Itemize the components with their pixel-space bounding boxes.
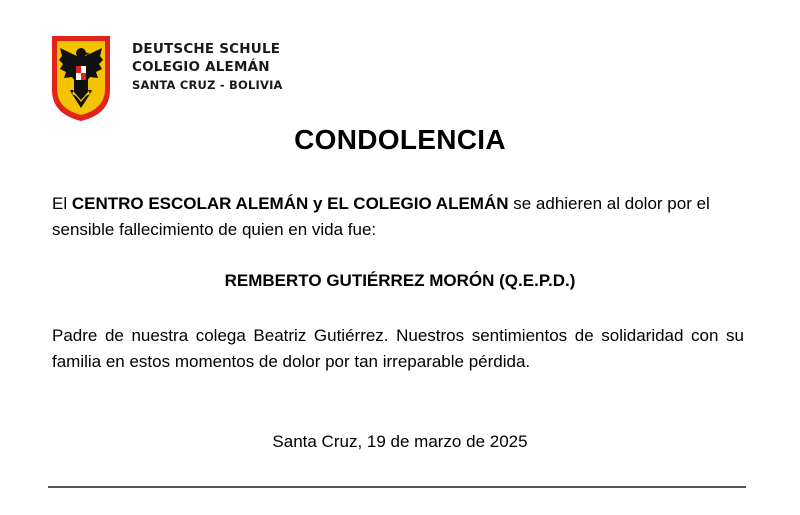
paragraph-lead: El xyxy=(52,194,72,213)
school-name-line1: DEUTSCHE SCHULE xyxy=(132,41,281,57)
school-name-line2: COLEGIO ALEMÁN xyxy=(132,59,270,75)
deceased-name: REMBERTO GUTIÉRREZ MORÓN (Q.E.P.D.) xyxy=(224,271,576,290)
school-name xyxy=(132,40,283,94)
announcement-paragraph xyxy=(52,191,744,243)
condolence-paragraph: Padre de nuestra colega Beatriz Gutiérrez. Nuestros sentimientos de solidaridad con su familia en estos momentos de dolor por tan irreparable pérdida. xyxy=(52,326,744,371)
document-title: CONDOLENCIA xyxy=(294,124,506,155)
header xyxy=(50,34,283,122)
paragraph-rest: se adhieren al dolor por el sensible fallecimiento de quien en vida fue: xyxy=(52,194,710,239)
institutions-names: CENTRO ESCOLAR ALEMÁN y EL COLEGIO ALEMÁN xyxy=(71,194,509,213)
place-and-date: Santa Cruz, 19 de marzo de 2025 xyxy=(272,432,528,451)
school-location: SANTA CRUZ - BOLIVIA xyxy=(132,78,283,92)
school-crest-eagle-icon xyxy=(50,34,112,122)
bottom-divider xyxy=(48,486,746,488)
